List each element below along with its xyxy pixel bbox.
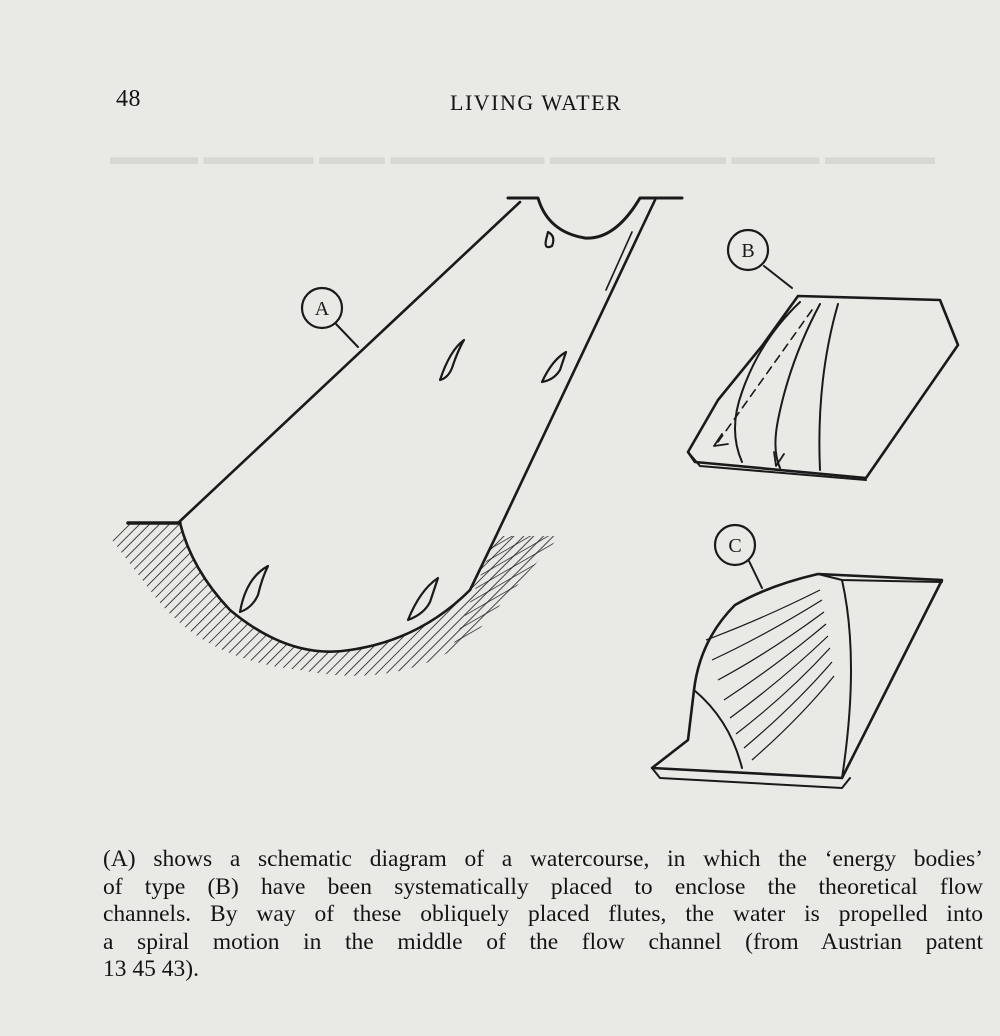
callout-leader-b (764, 266, 792, 288)
callout-label-b: B (741, 240, 755, 262)
flute-1 (546, 232, 554, 247)
caption-line: channels. By way of these obliquely placed flutes, the water is propelled into (103, 901, 983, 927)
body-c-inner-curve (842, 580, 851, 778)
body-b-curve-3 (819, 304, 838, 470)
figure-caption (103, 846, 983, 984)
energy-body-b-drawing (688, 230, 958, 480)
body-b-curve-1 (735, 302, 800, 462)
body-c-outline (652, 574, 942, 778)
flute-4 (240, 566, 268, 612)
channel-left-bank (178, 202, 520, 523)
watercourse-channel-drawing (112, 198, 682, 676)
body-b-arrow-1 (714, 434, 728, 446)
energy-body-c-drawing (652, 525, 942, 788)
flute-3 (542, 352, 566, 382)
channel-top-lip (508, 198, 682, 238)
callout-label-c: C (728, 535, 742, 557)
caption-line: 13 45 43). (103, 956, 199, 982)
callout-leader-a (336, 324, 358, 347)
channel-right-bank (496, 200, 655, 536)
show-through-text: ▬▬▬▬ ▬▬▬▬▬ ▬▬▬ ▬▬▬▬▬▬▬ ▬▬▬▬▬▬▬▬ ▬▬▬▬ ▬▬▬▬▬ (110, 144, 935, 169)
callout-leader-c (749, 561, 762, 588)
page-number: 48 (116, 86, 141, 112)
body-b-dashed-axis (718, 310, 812, 442)
channel-right-inner-edge (606, 232, 632, 290)
running-title: LIVING WATER (450, 90, 623, 115)
flute-2 (440, 340, 464, 380)
body-b-curve-2 (775, 304, 820, 468)
caption-line: a spiral motion in the middle of the flow channel (from Austrian patent (103, 928, 983, 955)
caption-line: (A) shows a schematic diagram of a watercourse, in which the ‘energy bodies’ (103, 846, 983, 872)
flute-5 (408, 578, 438, 620)
caption-line: of type (B) have been systematically placed to enclose the theoretical flow (103, 873, 983, 900)
callout-label-a: A (314, 298, 330, 320)
body-c-fan-edge (694, 690, 742, 768)
